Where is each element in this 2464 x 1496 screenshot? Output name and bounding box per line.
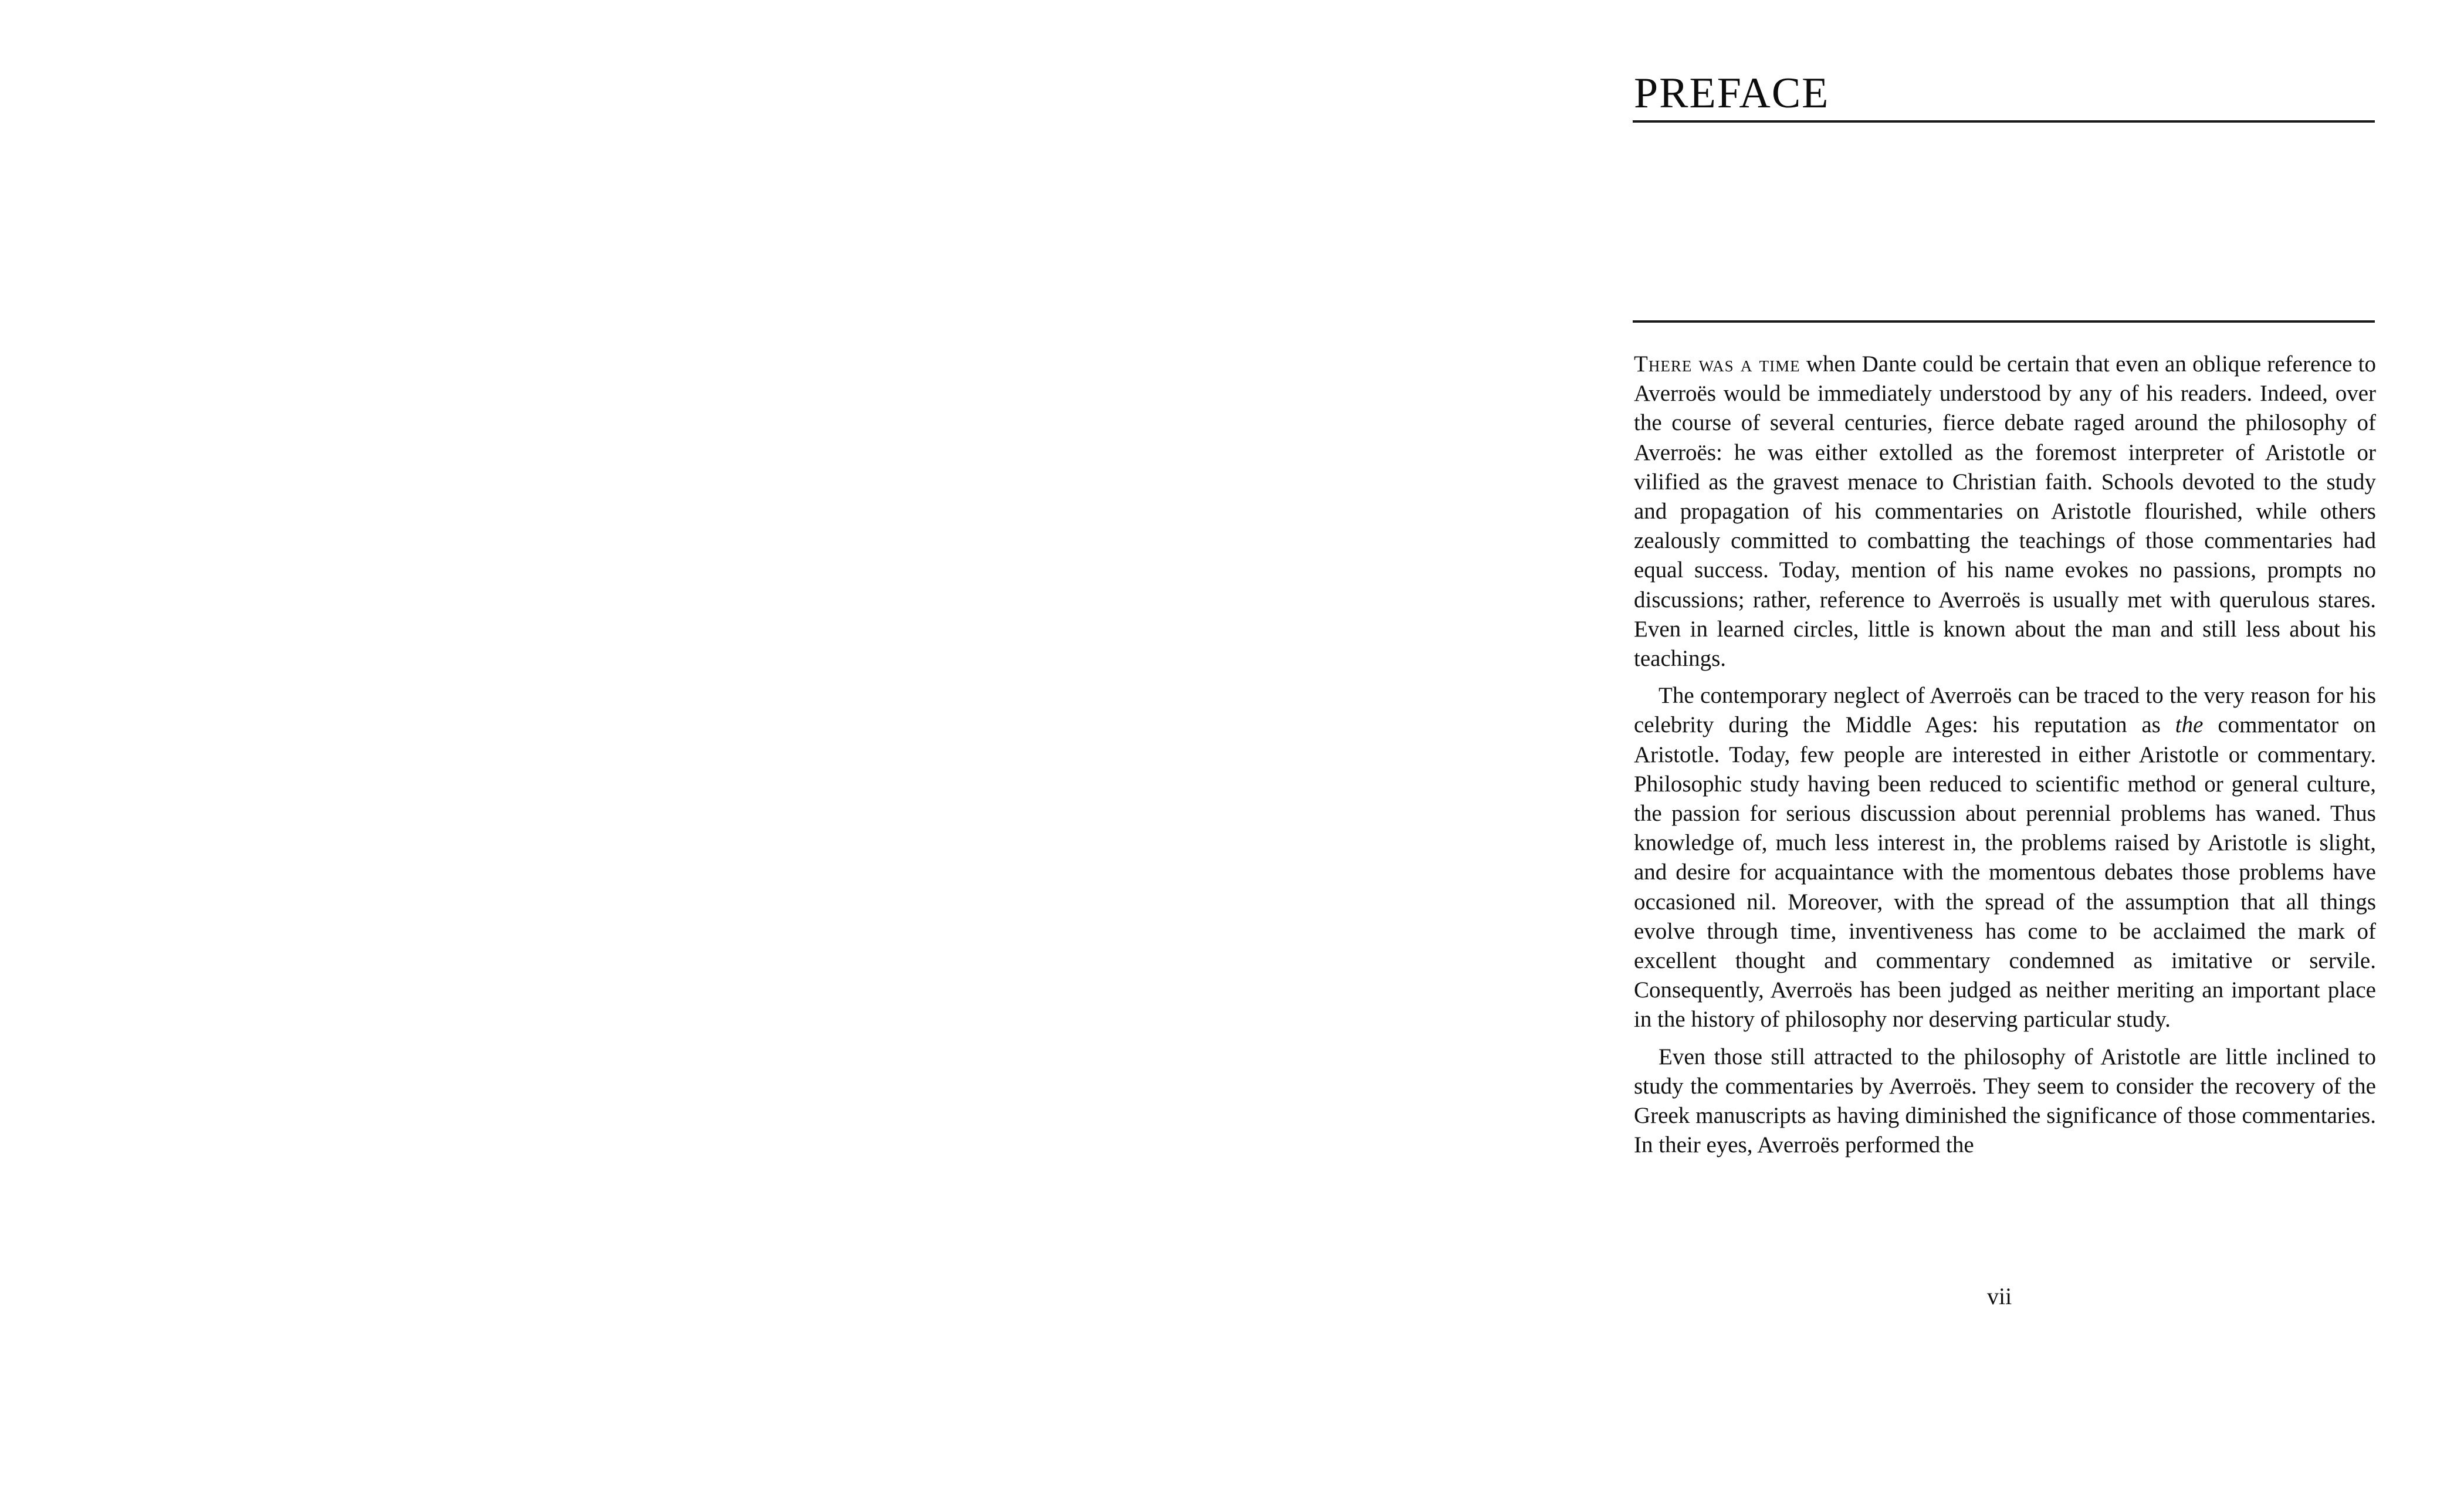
preface-body — [1634, 350, 2376, 1167]
paragraph-2-text-a: The contemporary neglect of Averroës can be traced to the very reason for his celebrity during the Middle Ages: his reputation as — [1634, 683, 2376, 738]
paragraph-3: Even those still attracted to the philosophy of Aristotle are little inclined to study the commentaries by Averroës. They seem to consider the recovery of the Greek manuscripts as having diminished the significance of those commentaries. In their eyes, Averroës performed the — [1634, 1044, 2376, 1158]
right-page — [1232, 0, 2464, 1496]
paragraph-1-lead-in: There was a time — [1634, 351, 1800, 377]
paragraph-1-text: when Dante could be certain that even an oblique reference to Averroës would be immediately understood by any of his readers. Indeed, over the course of several centuries, fierce debate raged around the philosophy of Averroës: he was either extolled as the foremost interpreter of Aristotle or vilified as the gravest menace to Christian faith. Schools devoted to the study and propagation of his commentaries on Aristotle flourished, while others zealously committed to combatting the teachings of those commentaries had equal success. Today, mention of his name evokes no passions, prompts no discussions; rather, reference to Averroës is usually met with querulous stares. Even in learned circles, little is known about the man and still less about his teachings. — [1634, 351, 2376, 672]
page-number: vii — [1987, 1283, 2012, 1309]
paragraph-1 — [1634, 350, 2376, 673]
page-title: PREFACE — [1634, 69, 1830, 117]
paragraph-2 — [1634, 681, 2376, 1034]
heading-rule-top — [1633, 120, 2375, 123]
paragraph-2-text-b: commentator on Aristotle. Today, few people are interested in either Aristotle or commentary. Philosophic study having been reduced to scientific method or general culture, the passion for serious discussion about perennial problems has waned. Thus knowledge of, much less interest in, the problems raised by Aristotle is slight, and desire for acquaintance with the momentous debates those problems have occasioned nil. Moreover, with the spread of the assumption that all things evolve through time, inventiveness has come to be acclaimed the mark of excellent thought and commentary condemned as imitative or servile. Consequently, Averroës has been judged as neither meriting an important place in the history of philosophy nor deserving particular study. — [1634, 712, 2376, 1033]
paragraph-2-emphasis: the — [2175, 712, 2204, 738]
heading-rule-bottom — [1633, 320, 2375, 323]
